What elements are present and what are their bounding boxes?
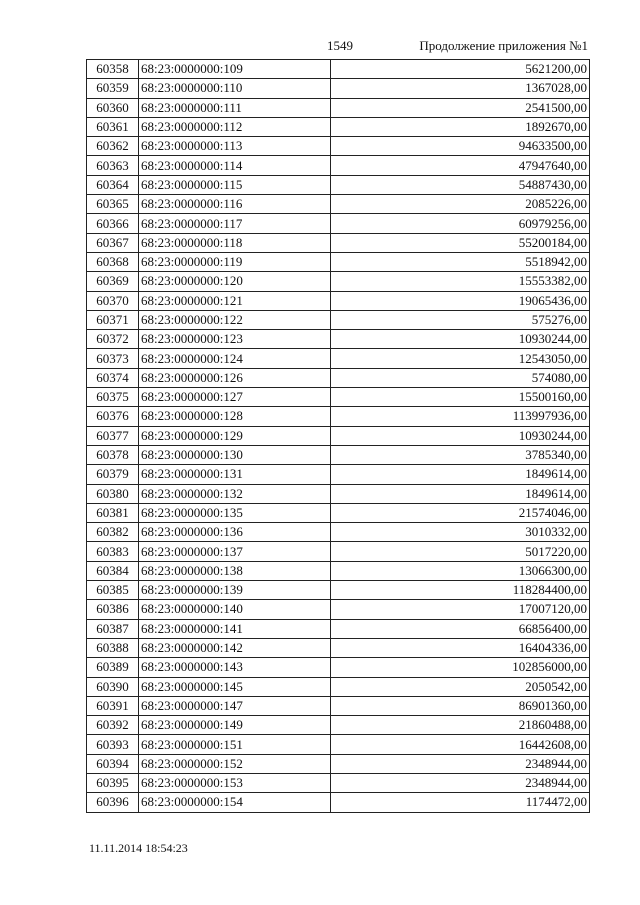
cadastral-number: 68:23:0000000:135 bbox=[139, 503, 331, 522]
row-value: 60979256,00 bbox=[331, 214, 590, 233]
cadastral-number: 68:23:0000000:138 bbox=[139, 561, 331, 580]
cadastral-number: 68:23:0000000:110 bbox=[139, 79, 331, 98]
table-row bbox=[87, 465, 590, 484]
table-row bbox=[87, 233, 590, 252]
row-number: 60390 bbox=[87, 677, 139, 696]
row-number: 60365 bbox=[87, 195, 139, 214]
row-value: 5621200,00 bbox=[331, 60, 590, 79]
table-row bbox=[87, 754, 590, 773]
table-row bbox=[87, 793, 590, 812]
row-number: 60370 bbox=[87, 291, 139, 310]
row-value: 94633500,00 bbox=[331, 137, 590, 156]
cadastral-number: 68:23:0000000:118 bbox=[139, 233, 331, 252]
row-value: 1174472,00 bbox=[331, 793, 590, 812]
table-row bbox=[87, 137, 590, 156]
table-row bbox=[87, 638, 590, 657]
row-number: 60373 bbox=[87, 349, 139, 368]
row-number: 60384 bbox=[87, 561, 139, 580]
row-number: 60367 bbox=[87, 233, 139, 252]
cadastral-number: 68:23:0000000:123 bbox=[139, 330, 331, 349]
row-value: 15500160,00 bbox=[331, 388, 590, 407]
row-value: 1367028,00 bbox=[331, 79, 590, 98]
row-number: 60361 bbox=[87, 117, 139, 136]
cadastral-number: 68:23:0000000:124 bbox=[139, 349, 331, 368]
row-number: 60364 bbox=[87, 175, 139, 194]
row-number: 60377 bbox=[87, 426, 139, 445]
table-row bbox=[87, 773, 590, 792]
row-number: 60363 bbox=[87, 156, 139, 175]
row-value: 118284400,00 bbox=[331, 581, 590, 600]
row-number: 60387 bbox=[87, 619, 139, 638]
row-value: 17007120,00 bbox=[331, 600, 590, 619]
row-number: 60391 bbox=[87, 696, 139, 715]
cadastral-number: 68:23:0000000:130 bbox=[139, 445, 331, 464]
table-row bbox=[87, 195, 590, 214]
cadastral-number: 68:23:0000000:145 bbox=[139, 677, 331, 696]
table-row bbox=[87, 60, 590, 79]
row-number: 60368 bbox=[87, 252, 139, 271]
footer-timestamp: 11.11.2014 18:54:23 bbox=[89, 841, 188, 855]
cadastral-number: 68:23:0000000:154 bbox=[139, 793, 331, 812]
registry-rows bbox=[87, 60, 590, 813]
row-number: 60385 bbox=[87, 581, 139, 600]
table-row bbox=[87, 677, 590, 696]
row-number: 60396 bbox=[87, 793, 139, 812]
table-row bbox=[87, 426, 590, 445]
row-number: 60376 bbox=[87, 407, 139, 426]
cadastral-number: 68:23:0000000:142 bbox=[139, 638, 331, 657]
row-value: 55200184,00 bbox=[331, 233, 590, 252]
row-number: 60366 bbox=[87, 214, 139, 233]
table-row bbox=[87, 291, 590, 310]
cadastral-number: 68:23:0000000:143 bbox=[139, 658, 331, 677]
row-value: 2050542,00 bbox=[331, 677, 590, 696]
row-value: 2348944,00 bbox=[331, 773, 590, 792]
page-number: 1549 bbox=[327, 38, 353, 53]
table-row bbox=[87, 79, 590, 98]
table-row bbox=[87, 735, 590, 754]
cadastral-number: 68:23:0000000:117 bbox=[139, 214, 331, 233]
row-value: 10930244,00 bbox=[331, 426, 590, 445]
row-value: 2541500,00 bbox=[331, 98, 590, 117]
row-number: 60359 bbox=[87, 79, 139, 98]
cadastral-number: 68:23:0000000:111 bbox=[139, 98, 331, 117]
table-row bbox=[87, 349, 590, 368]
cadastral-number: 68:23:0000000:126 bbox=[139, 368, 331, 387]
row-value: 21860488,00 bbox=[331, 716, 590, 735]
row-value: 16442608,00 bbox=[331, 735, 590, 754]
table-row bbox=[87, 600, 590, 619]
table-row bbox=[87, 368, 590, 387]
cadastral-number: 68:23:0000000:131 bbox=[139, 465, 331, 484]
cadastral-number: 68:23:0000000:152 bbox=[139, 754, 331, 773]
table-row bbox=[87, 330, 590, 349]
row-value: 575276,00 bbox=[331, 310, 590, 329]
row-number: 60393 bbox=[87, 735, 139, 754]
table-row bbox=[87, 696, 590, 715]
row-number: 60389 bbox=[87, 658, 139, 677]
row-value: 21574046,00 bbox=[331, 503, 590, 522]
row-value: 102856000,00 bbox=[331, 658, 590, 677]
row-value: 54887430,00 bbox=[331, 175, 590, 194]
table-row bbox=[87, 561, 590, 580]
row-value: 1849614,00 bbox=[331, 484, 590, 503]
row-number: 60379 bbox=[87, 465, 139, 484]
row-value: 1892670,00 bbox=[331, 117, 590, 136]
table-row bbox=[87, 252, 590, 271]
table-row bbox=[87, 484, 590, 503]
cadastral-number: 68:23:0000000:119 bbox=[139, 252, 331, 271]
row-value: 10930244,00 bbox=[331, 330, 590, 349]
row-value: 574080,00 bbox=[331, 368, 590, 387]
row-value: 12543050,00 bbox=[331, 349, 590, 368]
row-number: 60386 bbox=[87, 600, 139, 619]
table-row bbox=[87, 156, 590, 175]
row-number: 60381 bbox=[87, 503, 139, 522]
table-row bbox=[87, 117, 590, 136]
cadastral-number: 68:23:0000000:136 bbox=[139, 523, 331, 542]
row-number: 60375 bbox=[87, 388, 139, 407]
table-row bbox=[87, 619, 590, 638]
row-value: 86901360,00 bbox=[331, 696, 590, 715]
row-value: 66856400,00 bbox=[331, 619, 590, 638]
row-number: 60362 bbox=[87, 137, 139, 156]
cadastral-number: 68:23:0000000:140 bbox=[139, 600, 331, 619]
row-value: 3010332,00 bbox=[331, 523, 590, 542]
registry-table bbox=[86, 59, 590, 813]
cadastral-number: 68:23:0000000:132 bbox=[139, 484, 331, 503]
cadastral-number: 68:23:0000000:141 bbox=[139, 619, 331, 638]
row-number: 60371 bbox=[87, 310, 139, 329]
cadastral-number: 68:23:0000000:116 bbox=[139, 195, 331, 214]
row-number: 60374 bbox=[87, 368, 139, 387]
cadastral-number: 68:23:0000000:120 bbox=[139, 272, 331, 291]
table-row bbox=[87, 581, 590, 600]
row-value: 5518942,00 bbox=[331, 252, 590, 271]
row-number: 60358 bbox=[87, 60, 139, 79]
table-row bbox=[87, 542, 590, 561]
row-value: 5017220,00 bbox=[331, 542, 590, 561]
cadastral-number: 68:23:0000000:149 bbox=[139, 716, 331, 735]
table-row bbox=[87, 214, 590, 233]
row-value: 15553382,00 bbox=[331, 272, 590, 291]
row-number: 60380 bbox=[87, 484, 139, 503]
table-row bbox=[87, 658, 590, 677]
page-header bbox=[0, 38, 640, 56]
cadastral-number: 68:23:0000000:137 bbox=[139, 542, 331, 561]
row-number: 60383 bbox=[87, 542, 139, 561]
cadastral-number: 68:23:0000000:121 bbox=[139, 291, 331, 310]
cadastral-number: 68:23:0000000:139 bbox=[139, 581, 331, 600]
cadastral-number: 68:23:0000000:151 bbox=[139, 735, 331, 754]
table-row bbox=[87, 503, 590, 522]
cadastral-number: 68:23:0000000:115 bbox=[139, 175, 331, 194]
table-row bbox=[87, 523, 590, 542]
row-number: 60369 bbox=[87, 272, 139, 291]
row-value: 47947640,00 bbox=[331, 156, 590, 175]
table-row bbox=[87, 310, 590, 329]
cadastral-number: 68:23:0000000:127 bbox=[139, 388, 331, 407]
cadastral-number: 68:23:0000000:128 bbox=[139, 407, 331, 426]
table-row bbox=[87, 407, 590, 426]
table-row bbox=[87, 98, 590, 117]
row-number: 60378 bbox=[87, 445, 139, 464]
cadastral-number: 68:23:0000000:114 bbox=[139, 156, 331, 175]
row-number: 60392 bbox=[87, 716, 139, 735]
table-row bbox=[87, 175, 590, 194]
row-value: 113997936,00 bbox=[331, 407, 590, 426]
cadastral-number: 68:23:0000000:153 bbox=[139, 773, 331, 792]
table-row bbox=[87, 445, 590, 464]
header-title: Продолжение приложения №1 bbox=[419, 38, 588, 53]
row-number: 60388 bbox=[87, 638, 139, 657]
cadastral-number: 68:23:0000000:113 bbox=[139, 137, 331, 156]
table-row bbox=[87, 272, 590, 291]
cadastral-number: 68:23:0000000:109 bbox=[139, 60, 331, 79]
row-value: 2085226,00 bbox=[331, 195, 590, 214]
row-value: 1849614,00 bbox=[331, 465, 590, 484]
row-value: 16404336,00 bbox=[331, 638, 590, 657]
row-value: 2348944,00 bbox=[331, 754, 590, 773]
row-number: 60395 bbox=[87, 773, 139, 792]
table-row bbox=[87, 388, 590, 407]
table-row bbox=[87, 716, 590, 735]
row-number: 60394 bbox=[87, 754, 139, 773]
cadastral-number: 68:23:0000000:147 bbox=[139, 696, 331, 715]
row-value: 19065436,00 bbox=[331, 291, 590, 310]
row-value: 3785340,00 bbox=[331, 445, 590, 464]
cadastral-number: 68:23:0000000:129 bbox=[139, 426, 331, 445]
row-value: 13066300,00 bbox=[331, 561, 590, 580]
cadastral-number: 68:23:0000000:122 bbox=[139, 310, 331, 329]
cadastral-number: 68:23:0000000:112 bbox=[139, 117, 331, 136]
row-number: 60360 bbox=[87, 98, 139, 117]
row-number: 60372 bbox=[87, 330, 139, 349]
row-number: 60382 bbox=[87, 523, 139, 542]
